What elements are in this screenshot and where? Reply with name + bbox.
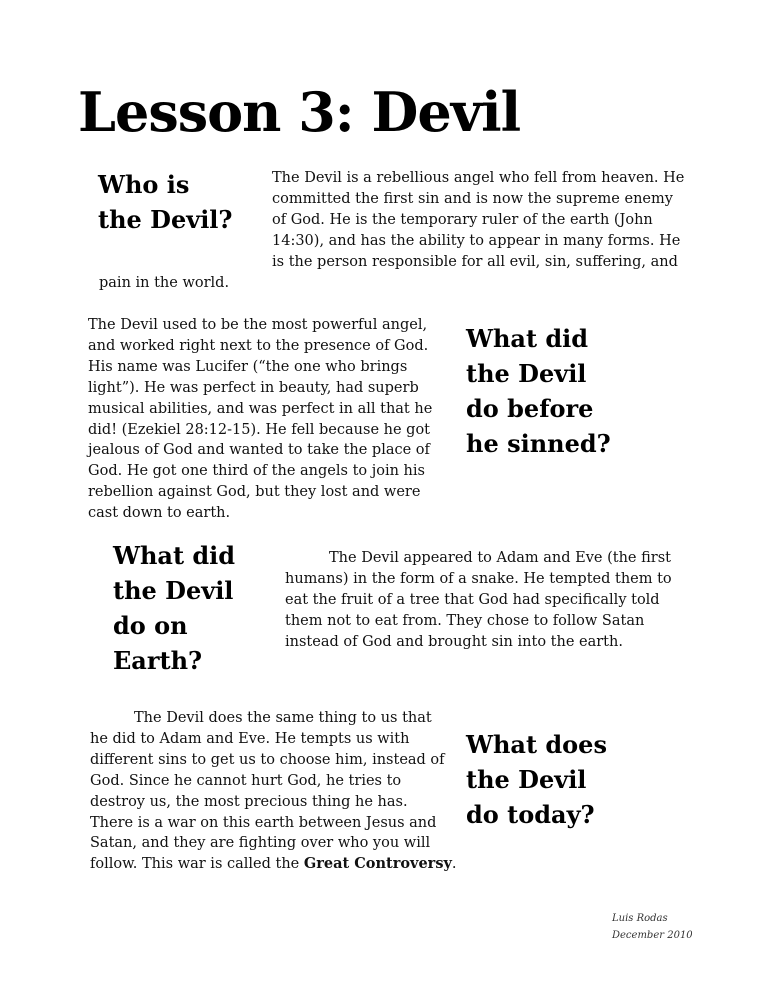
paragraph: The Devil used to be the most powerful angel, and worked right next to the presence of God. His name was Lucifer (“the one who brings light”). He was perfect in beauty, had superb musical abilities, and was perfect in all that he did! (Ezekiel 28:12-15). He fell because he got jealous of God and wanted to take the place of God. He got one third of the angels to join his rebellion against God, but they lost and were cast down to earth. <box>88 317 433 522</box>
heading-line: he sinned? <box>466 429 611 458</box>
heading-line: What did <box>113 541 236 570</box>
section-2-text <box>88 315 708 524</box>
section-3-text <box>285 548 680 653</box>
heading-line: the Devil <box>113 576 234 605</box>
signature-date: December 2010 <box>612 930 693 941</box>
heading-line: What does <box>466 730 607 759</box>
heading-line: do on <box>113 611 188 640</box>
lesson-title: Lesson 3: Devil <box>78 80 521 144</box>
emphasis-great-controversy: Great Controversy <box>303 855 452 873</box>
paragraph: The Devil is a rebellious angel who fell from heaven. He committed the first sin and is now the supreme enemy of God. He is the temporary ruler of the earth (John 14:30), and has the ability to appear in many forms. He is the person responsible for all evil, sin, suffering, and pain in the world. <box>99 170 685 291</box>
heading-line: Who is <box>98 170 190 199</box>
heading-line: do before <box>466 394 594 423</box>
section-1-text <box>99 168 689 293</box>
sentence-end: . <box>451 856 457 873</box>
heading-line: the Devil <box>466 765 587 794</box>
heading-what-did-the-devil-do-on-earth <box>113 538 235 678</box>
heading-line: Earth? <box>113 646 203 675</box>
section-4-text <box>90 708 690 875</box>
paragraph: The Devil appeared to Adam and Eve (the first humans) in the form of a snake. He tempted them to eat the fruit of a tree that God had specifically told them not to eat from. They chose to follow Satan instead of God and brought sin into the earth. <box>285 550 672 650</box>
paragraph: The Devil does the same thing to us that he did to Adam and Eve. He tempts us with different sins to get us to choose him, instead of God. Since he cannot hurt God, he tries to destroy us, the most precious thing he has. There is a war on this earth between Jesus and Satan, and they are fighting over who you will follow. This war is called the <box>90 710 445 873</box>
heading-line: What did <box>466 324 589 353</box>
heading-line: the Devil <box>466 359 587 388</box>
signature-name: Luis Rodas <box>612 913 668 924</box>
heading-line: the Devil? <box>98 205 233 234</box>
heading-line: do today? <box>466 800 595 829</box>
